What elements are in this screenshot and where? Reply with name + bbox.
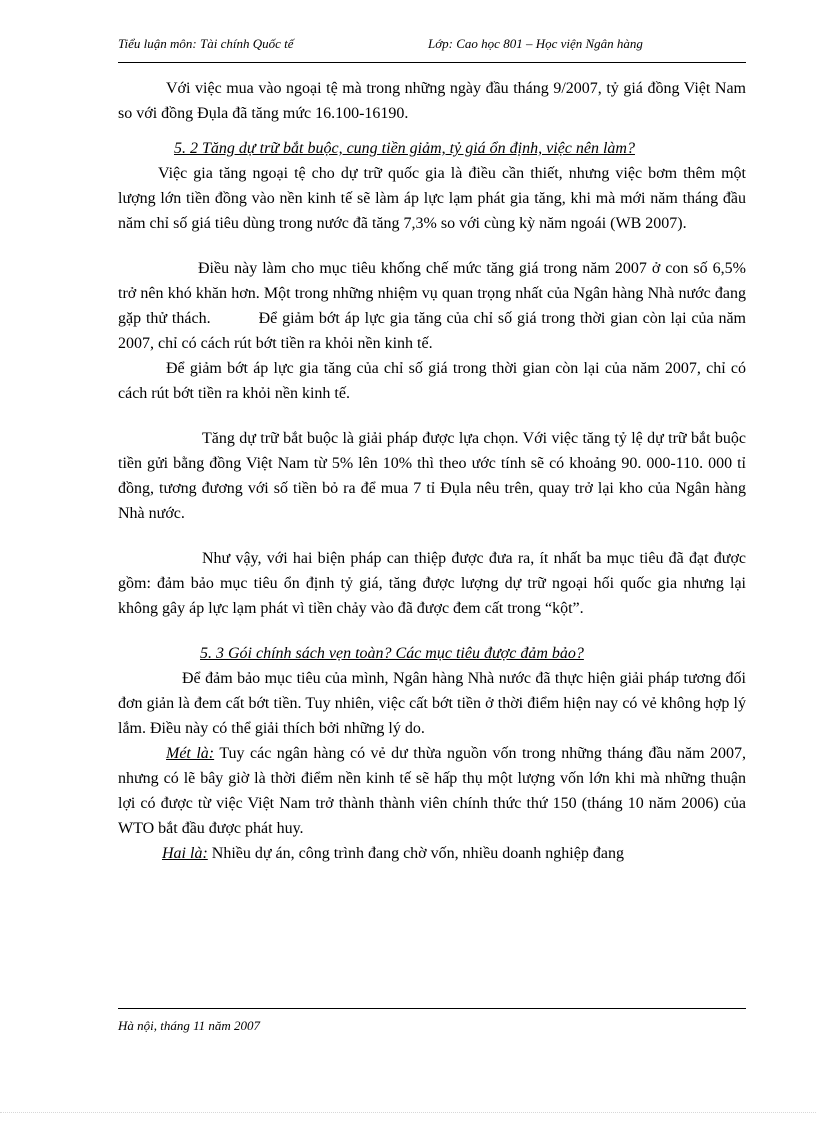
spacer <box>118 236 746 256</box>
paragraph-exchange-rate: Với việc mua vào ngoại tệ mà trong những ngày đầu tháng 9/2007, tỷ giá đồng Việt Nam so với đồng Đụla đã tăng mức 16.100-16190. <box>118 80 746 122</box>
paragraph-reserve-increase: Việc gia tăng ngoại tệ cho dự trữ quốc gia là điều cần thiết, nhưng việc bơm thêm một lượng lớn tiền đồng vào nền kinh tế sẽ làm áp lực lạm phát gia tăng, khi mà mới năm tháng đầu năm chỉ số giá tiêu dùng trong nước đã tăng 7,3% so với cùng kỳ năm ngoái (WB 2007). <box>118 165 746 232</box>
reason-one-label: Mét là: <box>166 745 215 762</box>
header-divider <box>118 62 746 63</box>
paragraph-withdraw-money: Để giảm bớt áp lực gia tăng của chỉ số giá trong thời gian còn lại của năm 2007, chỉ có cách rút bớt tiền ra khỏi nền kinh tế. <box>118 360 746 402</box>
header-class-info: Lớp: Cao học 801 – Học viện Ngân hàng <box>428 36 643 51</box>
reason-two-label: Hai là: <box>162 845 208 862</box>
section-5-3-title: 5. 3 Gói chính sách vẹn toàn? Các mục tiêu được đảm bảo? <box>200 645 584 662</box>
paragraph-policy-solution: Để đảm bảo mục tiêu của mình, Ngân hàng Nhà nước đã thực hiện giải pháp tương đối đơn giản là đem cất bớt tiền. Tuy nhiên, việc cất bớt tiền ở thời điểm hiện nay có vẻ không hợp lý lắm. Điều này có thể giải thích bởi những lý do. <box>118 670 746 737</box>
paragraph-inflation-target: Điều này làm cho mục tiêu khống chế mức tăng giá trong năm 2007 ở con số 6,5% trở nên khó khăn hơn. Một trong những nhiệm vụ quan trọng nhất của Ngân hàng Nhà nước đang gặp thử thách. Để giảm bớt áp lực gia tăng của chỉ số giá trong thời gian còn lại của năm 2007, chỉ có cách rút bớt tiền ra khỏi nền kinh tế. <box>118 260 746 352</box>
spacer <box>118 526 746 546</box>
page-header <box>118 36 746 54</box>
page-edge <box>0 1112 816 1113</box>
paragraph-reason-two: Hai là: Nhiều dự án, công trình đang chờ vốn, nhiều doanh nghiệp đang <box>162 845 624 862</box>
paragraph-reason-one: Mét là: Tuy các ngân hàng có vẻ dư thừa nguồn vốn trong những tháng đầu năm 2007, nhưng có lẽ bây giờ là thời điểm nền kinh tế sẽ hấp thụ một lượng vốn lớn khi mà những thuận lợi có được từ việc Việt Nam trở thành thành viên chính thức thứ 150 (tháng 10 năm 2006) của WTO bắt đầu được phát huy. <box>118 745 746 837</box>
spacer <box>118 621 746 641</box>
footer-divider <box>118 1008 746 1009</box>
header-course-title: Tiểu luận môn: Tài chính Quốc tế <box>118 36 294 51</box>
paragraph-three-goals: Như vậy, với hai biện pháp can thiệp được đưa ra, ít nhất ba mục tiêu đã đạt được gồm: đảm bảo mục tiêu ổn định tỷ giá, tăng được lượng dự trữ ngoại hối quốc gia nhưng lại không gây áp lực lạm phát vì tiền chảy vào đã được đem cất trong “kột”. <box>118 550 746 617</box>
spacer <box>118 406 746 426</box>
page-footer: Hà nội, tháng 11 năm 2007 <box>118 1018 261 1033</box>
document-body <box>118 76 746 866</box>
paragraph-reserve-requirement: Tăng dự trữ bắt buộc là giải pháp được lựa chọn. Với việc tăng tỷ lệ dự trữ bắt buộc tiền gửi bằng đồng Việt Nam từ 5% lên 10% thì theo ước tính sẽ có khoảng 90. 000-110. 000 tỉ đồng, tương đương với số tiền bỏ ra để mua 7 tỉ Đụla nêu trên, quay trở lại kho của Ngân hàng Nhà nước. <box>118 430 746 522</box>
spacer <box>118 126 746 136</box>
section-5-2-title: 5. 2 Tăng dự trữ bắt buộc, cung tiền giảm, tỷ giá ổn định, việc nên làm? <box>174 140 635 157</box>
